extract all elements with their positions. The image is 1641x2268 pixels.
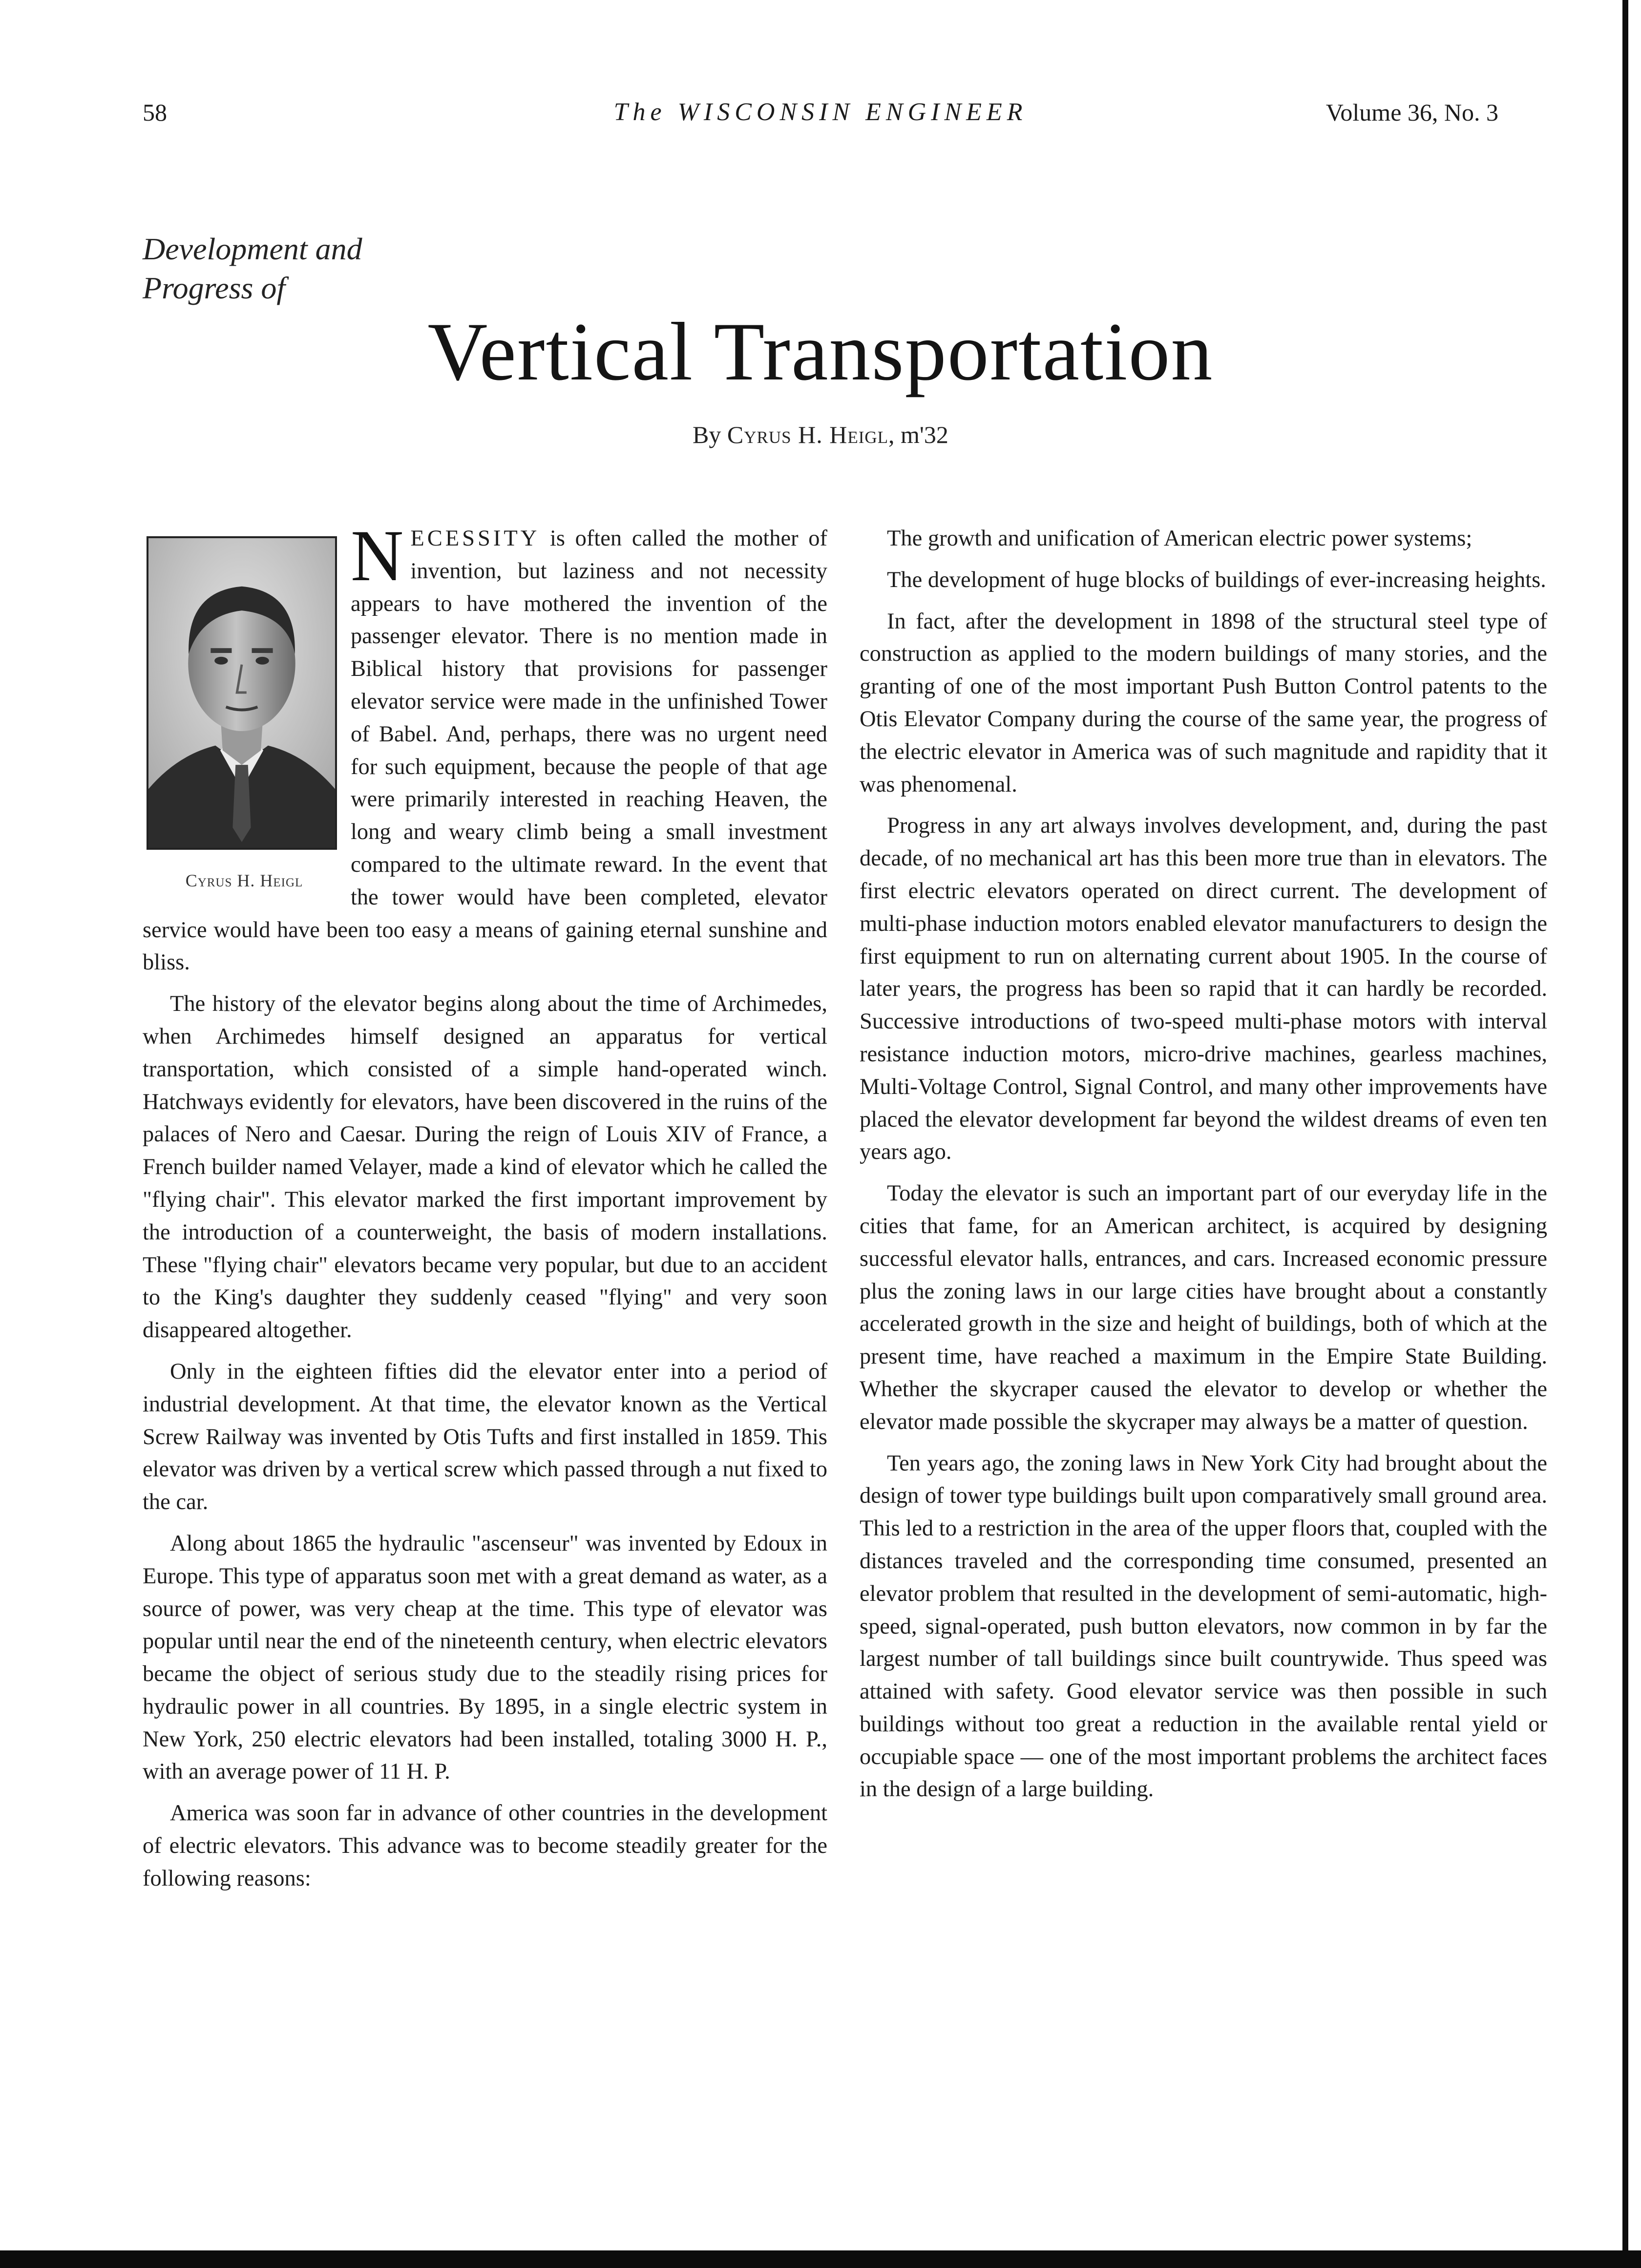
byline-by: By [693,421,721,448]
left-column [143,515,827,1904]
paragraph-9: Progress in any art always involves development, and, during the past decade, of no mechanical art has this been more true than in elevators. The first electric elevators operated on direct current. The development of multi-phase induction motors enabled elevator manufacturers to design the first equipment to run on alternating current about 1905. In the course of later years, the progress has been so rapid that it can hardly be recorded. Successive introductions of two-speed multi-phase motors with interval resistance induction motors, micro-drive machines, gearless machines, Multi-Voltage Control, Signal Control, and many other improvements have placed the elevator development far beyond the wildest dreams of even ten years ago. [860,813,1547,1165]
article-title: Vertical Transportation [427,306,1214,398]
paragraph-4: Along about 1865 the hydraulic "ascenseur" was invented by Edoux in Europe. This type of apparatus soon met with a great demand as water, as a source of power, was very cheap at the time. This type of elevator was popular until near the end of the nineteenth century, when electric elevators became the object of serious study due to the steadily rising prices for hydraulic power in all countries. By 1895, in a single electric system in New York, 250 electric elevators had been installed, totaling 3000 H. P., with an average power of 11 H. P. [143,1531,827,1785]
paragraph-8: In fact, after the development in 1898 of the structural steel type of construction as applied to the modern buildings of many stories, and the granting of one of the most important Push Button Control patents to the Otis Elevator Company during the course of the same year, the progress of the electric elevator in America was of such magnitude and rapidity that it was phenomenal. [860,609,1547,797]
paragraph-1-text: is often called the mother of invention, but laziness and not necessity appears to have mothered the invention of the passenger elevator. There is no mention made in Biblical history that provisions for passenger elevator service were made in the unfinished Tower of Babel. And, perhaps, there was no urgent need for such equipment, because the people of that age were primarily interested in reaching Heaven, the long and weary climb being a small investment compared to the ultimate reward. In the event that the tower would have been completed, elevator service would have been too easy a means of gaining eternal sunshine and bliss. [143,526,827,975]
paragraph-6: The growth and unification of American electric power systems; [887,526,1473,551]
right-column [860,523,1547,1815]
byline [0,420,1641,449]
scan-edge-bottom [0,2250,1641,2268]
scan-edge-right [1622,0,1628,2268]
portrait-wrap-space [143,523,351,898]
paragraph-7: The development of huge blocks of buildings of ever-increasing heights. [887,567,1546,592]
paragraph-10: Today the elevator is such an important part of our everyday life in the cities that fame, for an American architect, is acquired by designing successful elevator halls, entrances, and cars. Increased economic pressure plus the zoning laws in our large cities have brought about a constantly accelerated growth in the size and height of buildings, both of which at the present time, have reached a maximum in the Empire State Building. Whether the skycraper caused the elevator to develop or whether the elevator made possible the skycraper may always be a matter of question. [860,1181,1547,1434]
drop-cap: N [351,515,404,596]
kicker-line-2: Progress of [143,271,286,305]
page-number: 58 [143,99,167,126]
journal-title: The WISCONSIN ENGINEER [613,98,1028,126]
paragraph-5: America was soon far in advance of other countries in the development of electric elevators. This advance was to become steadily greater for the following reasons: [143,1801,827,1891]
paragraph-11: Ten years ago, the zoning laws in New York City had brought about the design of tower type buildings built upon comparatively small ground area. This led to a restriction in the area of the upper floors that, coupled with the distances traveled and the corresponding time consumed, presented an elevator problem that resulted in the development of semi-automatic, high-speed, signal-operated, push button elevators, now common in by far the largest number of tall buildings since built countrywide. Thus speed was attained with safety. Good elevator service was then possible in such buildings without too great a reduction in the available rental yield or occupiable space — one of the most important problems the architect faces in the design of a large building. [860,1450,1547,1802]
portrait-caption: Cyrus H. Heigl [185,871,303,890]
author-class: , m'32 [888,421,948,448]
lead-word: ECESSITY [410,526,540,551]
paragraph-3: Only in the eighteen fifties did the elevator enter into a period of industrial development. At that time, the elevator known as the Vertical Screw Railway was invented by Otis Tufts and first installed in 1859. This elevator was driven by a vertical screw which passed through a nut fixed to the car. [143,1359,827,1515]
volume-info: Volume 36, No. 3 [1325,99,1498,126]
kicker-line-1: Development and [143,231,362,266]
author-name: Cyrus H. Heigl [727,421,889,448]
title-kicker [143,230,484,308]
running-header [143,93,1498,132]
paragraph-2: The history of the elevator begins along about the time of Archimedes, when Archimedes himself designed an apparatus for vertical transportation, which consisted of a simple hand-operated winch. Hatchways evidently for elevators, have been discovered in the ruins of the palaces of Nero and Caesar. During the reign of Louis XIV of France, a French builder named Velayer, made a kind of elevator which he called the "flying chair". This elevator marked the first important improvement by the introduction of a counterweight, the basis of modern installations. These "flying chair" elevators became very popular, but due to an accident to the King's daughter they suddenly ceased "flying" and very soon disappeared altogether. [143,991,827,1343]
